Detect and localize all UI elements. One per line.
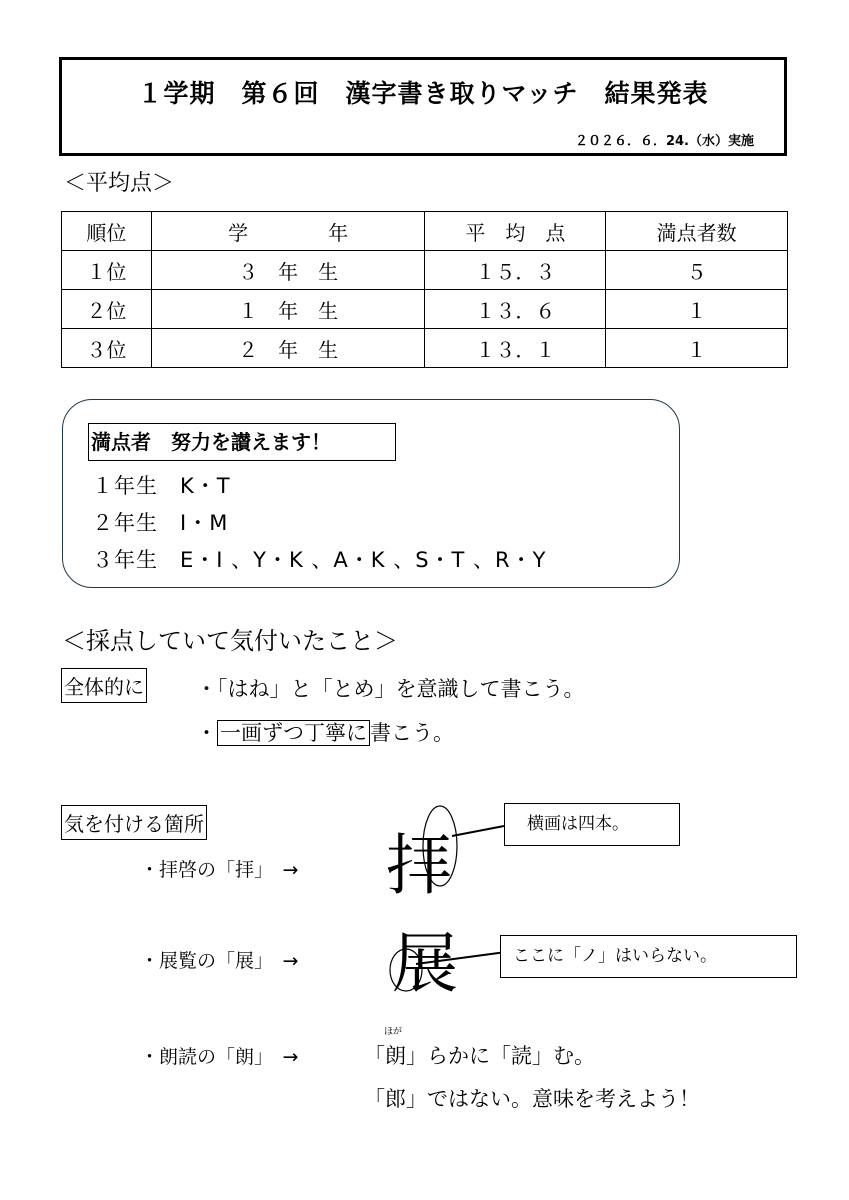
final-note: 「郎」ではない。意味を考えよう！: [364, 1087, 700, 1111]
caution-item: ・朗読の「朗」 →: [140, 1046, 299, 1068]
overall-note-1: ・「はね」と「とめ」を意識して書こう。: [196, 677, 585, 701]
caution-item: ・展覧の「展」 →: [140, 950, 299, 972]
average-heading: ＜平均点＞: [64, 171, 175, 196]
table-cell: １: [606, 329, 788, 368]
highlight-ellipse: [390, 949, 422, 991]
example-sentence: 「朗」らかに「読」む。: [364, 1044, 595, 1068]
table-row: [62, 290, 788, 329]
table-cell: １位: [62, 251, 152, 290]
page-title: １学期 第６回 漢字書き取りマッチ 結果発表: [137, 79, 709, 108]
overall-label: 全体的に: [61, 668, 147, 703]
column-header: 満点者数: [606, 212, 788, 251]
notes-heading: ＜採点していて気付いたこと＞: [62, 627, 398, 655]
table-row: [62, 329, 788, 368]
table-cell: ５: [606, 251, 788, 290]
pointer-line: [452, 826, 504, 836]
average-table: [61, 211, 788, 368]
table-cell: ２ 年 生: [151, 329, 425, 368]
title-box: [59, 57, 787, 156]
table-cell: ２位: [62, 290, 152, 329]
table-row: [62, 251, 788, 290]
table-cell: １: [606, 290, 788, 329]
pointer-line: [416, 952, 506, 964]
handwritten-kanji: 拝: [386, 827, 452, 904]
table-cell: １ 年 生: [151, 290, 425, 329]
date-label: ２０２６．６．24.（水）実施: [574, 134, 754, 149]
perfect-score-line: １年生 K・T: [92, 474, 231, 498]
overall-note-2: [196, 717, 454, 747]
boxed-phrase: 一画ずつ丁寧に: [217, 720, 370, 746]
highlight-ellipse: [423, 806, 457, 886]
bullet: ・: [196, 721, 217, 745]
perfect-score-line: ２年生 I・M: [92, 511, 229, 535]
caution-label: 気を付ける箇所: [61, 805, 207, 840]
ruby-text: ほが: [384, 1027, 403, 1037]
table-cell: ３ 年 生: [151, 251, 425, 290]
table-cell: １３．６: [425, 290, 606, 329]
table-cell: １３．１: [425, 329, 606, 368]
table-cell: １５．３: [425, 251, 606, 290]
table-cell: ３位: [62, 329, 152, 368]
column-header: 学 年: [151, 212, 425, 251]
column-header: 平 均 点: [425, 212, 606, 251]
note-suffix: 書こう。: [370, 721, 454, 745]
callout-box: 横画は四本。: [504, 803, 680, 846]
table-header-row: [62, 212, 788, 251]
column-header: 順位: [62, 212, 152, 251]
handwritten-kanji: 展: [392, 925, 458, 1002]
perfect-score-line: ３年生 E・I 、Y・K 、A・K 、S・T 、R・Y: [92, 548, 547, 572]
callout-box: ここに「ノ」はいらない。: [500, 935, 797, 978]
perfect-score-title: 満点者 努力を讃えます！: [88, 423, 396, 461]
annotation-lines: [380, 910, 520, 1000]
caution-item: ・拝啓の「拝」 →: [140, 859, 299, 881]
